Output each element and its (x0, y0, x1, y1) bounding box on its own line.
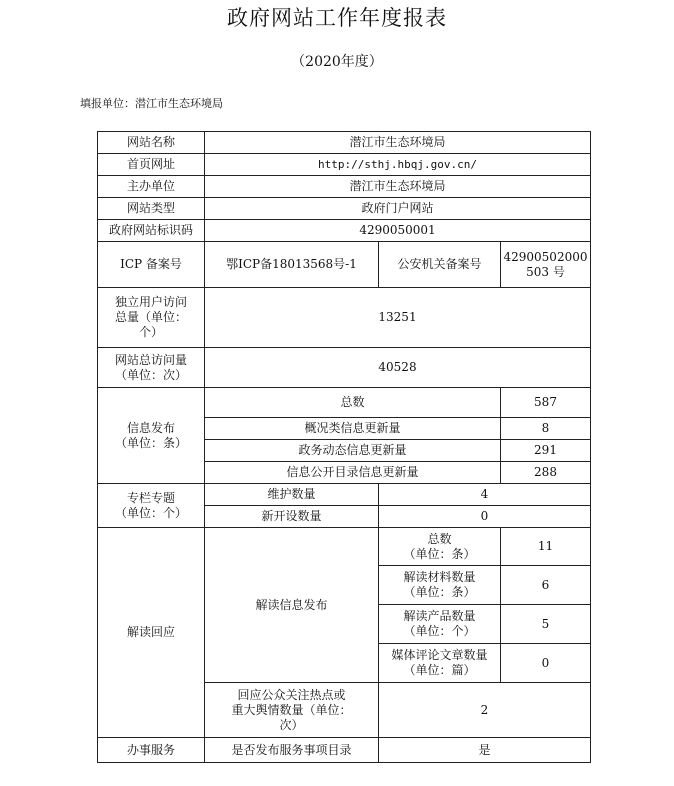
police-record-label: 公安机关备案号 (379, 242, 501, 288)
table-row (98, 198, 591, 220)
report-year: （2020年度） (291, 54, 383, 70)
catalog-update-label: 信息公开目录信息更新量 (205, 462, 501, 484)
uv-label-line-1: 独立用户访问 (114, 295, 187, 309)
table-row (98, 738, 591, 763)
columns-label (98, 484, 205, 528)
material-label-line-1: 解读材料数量 (403, 570, 476, 584)
affairs-update-label: 政务动态信息更新量 (205, 440, 501, 462)
sponsor-label: 主办单位 (98, 176, 205, 198)
pv-label-line-2: （单位：次） (114, 367, 187, 382)
interpret-total-label-line-2: （单位：条） (403, 546, 476, 561)
hotspot-value: 2 (379, 683, 591, 738)
catalog-update-value: 288 (501, 462, 591, 484)
material-label (379, 566, 501, 605)
table-row (98, 484, 591, 506)
publish-label-line-2: （单位：条） (114, 435, 187, 450)
media-label (379, 644, 501, 683)
table-row (98, 348, 591, 388)
interpret-total-value: 11 (501, 528, 591, 566)
response-label: 解读回应 (98, 528, 205, 738)
police-record-value (501, 242, 591, 288)
columns-maintain-value: 4 (379, 484, 591, 506)
columns-maintain-label: 维护数量 (205, 484, 379, 506)
uv-label-line-3: 个） (138, 325, 163, 339)
site-name-label: 网站名称 (98, 132, 205, 154)
site-type-value: 政府门户网站 (205, 198, 591, 220)
service-catalog-label: 是否发布服务事项目录 (205, 738, 379, 763)
report-table (97, 131, 591, 763)
table-row (98, 528, 591, 566)
product-label-line-1: 解读产品数量 (403, 609, 476, 623)
pv-value: 40528 (205, 348, 591, 388)
uv-label-line-2: 总量（单位： (114, 310, 187, 324)
affairs-update-value: 291 (501, 440, 591, 462)
site-id-label: 政府网站标识码 (98, 220, 205, 242)
uv-label (98, 288, 205, 348)
interpret-total-label-line-1: 总数 (427, 531, 452, 546)
homepage-label: 首页网址 (98, 154, 205, 176)
service-label: 办事服务 (98, 738, 205, 763)
icp-label: ICP 备案号 (98, 242, 205, 288)
columns-label-line-1: 专栏专题 (126, 490, 175, 505)
uv-value: 13251 (205, 288, 591, 348)
sponsor-value: 潜江市生态环境局 (205, 176, 591, 198)
pv-label (98, 348, 205, 388)
site-name-value: 潜江市生态环境局 (205, 132, 591, 154)
icp-value: 鄂ICP备18013568号-1 (205, 242, 379, 288)
media-value: 0 (501, 644, 591, 683)
publish-total-value: 587 (501, 388, 591, 418)
table-row (98, 288, 591, 348)
table-row (98, 176, 591, 198)
columns-label-line-2: （单位：个） (114, 505, 187, 520)
media-label-line-2: （单位：篇） (403, 663, 476, 677)
product-value: 5 (501, 605, 591, 644)
table-row (98, 388, 591, 418)
overview-update-value: 8 (501, 418, 591, 440)
publish-total-label: 总数 (205, 388, 501, 418)
material-label-line-2: （单位：条） (403, 585, 476, 599)
interpret-label: 解读信息发布 (205, 528, 379, 683)
pv-label-line-1: 网站总访问量 (114, 352, 187, 367)
media-label-line-1: 媒体评论文章数量 (391, 648, 488, 662)
hotspot-label (205, 683, 379, 738)
report-title: 政府网站工作年度报表 (227, 6, 447, 30)
hotspot-label-line-3: 次） (279, 717, 304, 732)
police-record-line-1: 42900502000 (503, 249, 588, 264)
overview-update-label: 概况类信息更新量 (205, 418, 501, 440)
service-catalog-value: 是 (379, 738, 591, 763)
table-row (98, 154, 591, 176)
publish-label-line-1: 信息发布 (126, 420, 175, 435)
table-row (98, 242, 591, 288)
site-type-label: 网站类型 (98, 198, 205, 220)
product-label (379, 605, 501, 644)
table-row (98, 220, 591, 242)
columns-new-label: 新开设数量 (205, 506, 379, 528)
columns-new-value: 0 (379, 506, 591, 528)
product-label-line-2: （单位：个） (403, 624, 476, 638)
police-record-line-2: 503 号 (526, 264, 565, 279)
material-value: 6 (501, 566, 591, 605)
site-id-value: 4290050001 (205, 220, 591, 242)
filling-unit: 填报单位：潜江市生态环境局 (80, 97, 223, 110)
table-row (98, 132, 591, 154)
publish-label (98, 388, 205, 484)
hotspot-label-line-2: 重大舆情数量（单位： (231, 702, 352, 717)
homepage-url: http://sthj.hbqj.gov.cn/ (205, 154, 591, 176)
interpret-total-label (379, 528, 501, 566)
hotspot-label-line-1: 回应公众关注热点或 (237, 687, 346, 702)
